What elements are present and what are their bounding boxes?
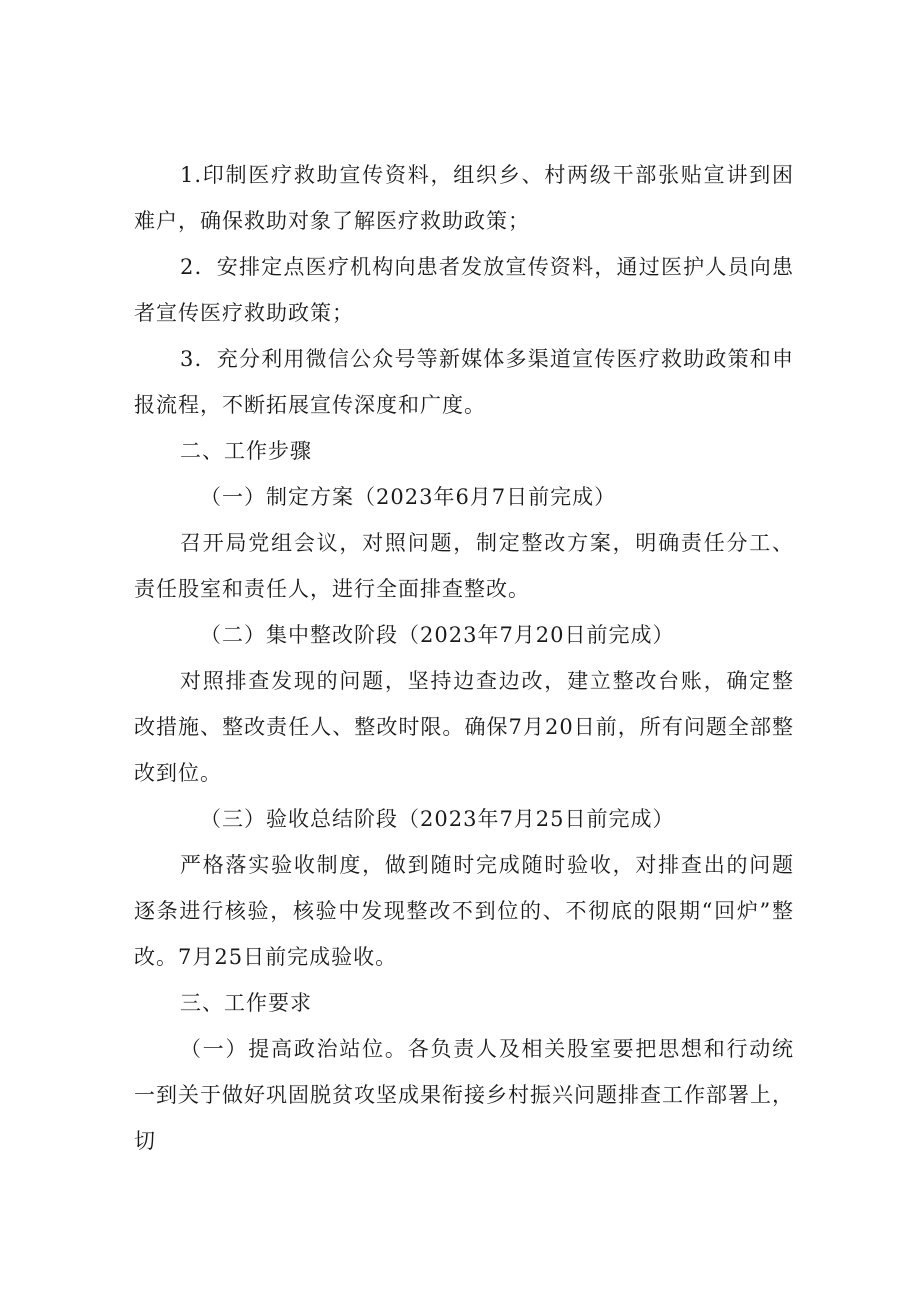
item-3-paragraph: 3．充分利用微信公众号等新媒体多渠道宣传医疗救助政策和申报流程，不断拓展宣传深度和广度。 [134, 347, 794, 417]
step-3-heading: （三）验收总结阶段（2023年7月25日前完成） [200, 807, 675, 831]
requirement-1-paragraph: （一）提高政治站位。各负责人及相关股室要把思想和行动统一到关于做好巩固脱贫攻坚成果衔接乡村振兴问题排查工作部署上，切 [134, 1037, 794, 1153]
section-heading-steps: 二、工作步骤 [180, 439, 312, 463]
section-heading-requirements: 三、工作要求 [180, 991, 312, 1015]
step-1-heading: （一）制定方案（2023年6月7日前完成） [200, 485, 617, 509]
item-2-paragraph: 2．安排定点医疗机构向患者发放宣传资料，通过医护人员向患者宣传医疗救助政策； [134, 255, 794, 325]
step-1-paragraph: 召开局党组会议，对照问题，制定整改方案，明确责任分工、责任股室和责任人，进行全面排查整改。 [134, 531, 794, 601]
step-2-paragraph: 对照排查发现的问题，坚持边查边改，建立整改台账，确定整改措施、整改责任人、整改时限。确保7月20日前，所有问题全部整改到位。 [134, 669, 794, 785]
item-1-paragraph: 1.印制医疗救助宣传资料，组织乡、村两级干部张贴宣讲到困难户，确保救助对象了解医疗救助政策； [134, 163, 794, 233]
step-3-paragraph: 严格落实验收制度，做到随时完成随时验收，对排查出的问题逐条进行核验，核验中发现整改不到位的、不彻底的限期“回炉”整改。7月25日前完成验收。 [134, 853, 794, 969]
step-2-heading: （二）集中整改阶段（2023年7月20日前完成） [200, 623, 675, 647]
document-body [134, 152, 794, 1164]
